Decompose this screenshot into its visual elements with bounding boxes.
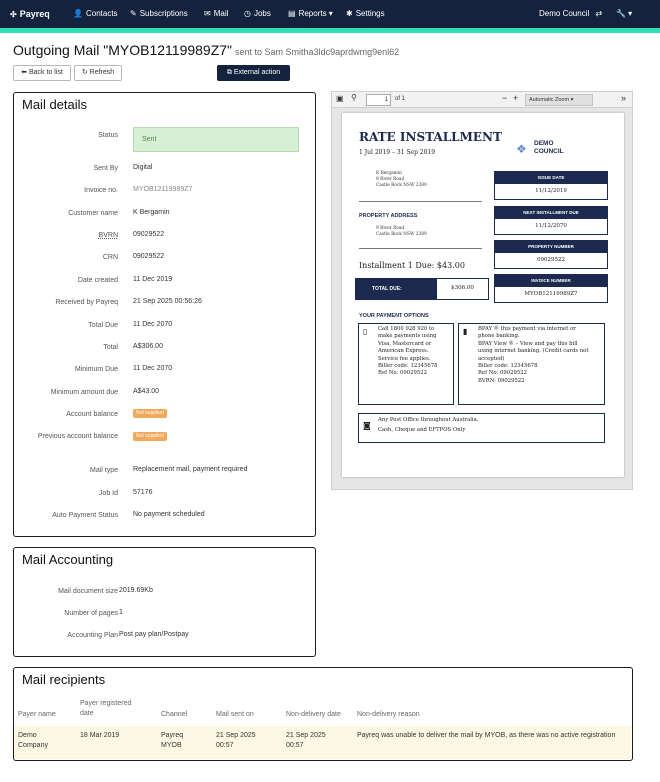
detail-label: Minimum amount due bbox=[50, 389, 118, 396]
page-count: of 1 bbox=[395, 96, 406, 102]
gear-icon: ✱ bbox=[346, 9, 353, 18]
column-header: Payer registered date bbox=[80, 700, 132, 717]
recipient-payer-name: Demo Company bbox=[18, 732, 48, 749]
user-icon: 👤 bbox=[73, 9, 83, 18]
detail-value: 11 Dec 2070 bbox=[133, 365, 173, 372]
detail-label: Invoice no. bbox=[84, 187, 118, 194]
detail-value: 21 Sep 2025 00:56:26 bbox=[133, 298, 202, 305]
zoom-in-icon[interactable]: + bbox=[513, 93, 519, 103]
nav-contacts[interactable]: 👤 Contacts bbox=[73, 0, 118, 28]
column-header: Non-delivery reason bbox=[357, 711, 420, 718]
bpay-payment-text: BPAY ® this payment via internet or phone banking. BPAY View ® – View and pay this bill using internet banking. (Credit cards not accepted) Biller code: 12345678 Ref No: 09029522 BVRN: 09029522 bbox=[478, 326, 589, 384]
pencil-icon: ✎ bbox=[130, 9, 137, 18]
nav-reports[interactable]: ▤ Reports ▾ bbox=[288, 0, 333, 28]
property-address: 9 River Road Castle Rock NSW 2389 bbox=[376, 226, 427, 237]
detail-label: Sent By bbox=[93, 165, 118, 172]
logo-text-2: COUNCIL bbox=[534, 148, 564, 155]
pdf-toolbar bbox=[332, 92, 632, 108]
detail-label: Total Due bbox=[88, 322, 118, 329]
nav-mail[interactable]: ✉ Mail bbox=[204, 0, 228, 28]
divider bbox=[359, 248, 482, 249]
issue-date-value: 11/12/2019 bbox=[535, 188, 567, 194]
pdf-viewer[interactable] bbox=[331, 91, 633, 490]
page-title-text: Outgoing Mail "MYOB12119989Z7" bbox=[13, 42, 233, 58]
mail-accounting-title: Mail Accounting bbox=[22, 552, 114, 567]
detail-label: Received by Payreq bbox=[55, 299, 118, 306]
detail-label: Auto Payment Status bbox=[52, 512, 118, 519]
detail-label: CRN bbox=[102, 254, 118, 261]
envelope-icon: ✉ bbox=[204, 9, 211, 18]
brand-logo[interactable] bbox=[10, 0, 50, 28]
page-title bbox=[13, 42, 399, 58]
post-office-box bbox=[358, 413, 605, 443]
zoom-select[interactable]: Automatic Zoom ▾ bbox=[525, 94, 593, 106]
recipient-registered-date: 18 Mar 2019 bbox=[80, 732, 120, 739]
accounting-value: 2019.69Kb bbox=[119, 587, 153, 594]
search-icon[interactable]: ⚲ bbox=[351, 93, 357, 102]
phone-icon: ▯ bbox=[363, 327, 368, 336]
accounting-label: Mail document size bbox=[58, 588, 118, 595]
detail-value: Digital bbox=[133, 164, 153, 171]
detail-value: No payment scheduled bbox=[133, 511, 205, 518]
report-icon: ▤ bbox=[288, 9, 296, 18]
recipient-sent-on: 21 Sep 2025 00:57 bbox=[216, 732, 256, 749]
property-address-label: PROPERTY ADDRESS bbox=[359, 213, 418, 219]
zoom-out-icon[interactable]: − bbox=[502, 93, 508, 103]
recipient-non-delivery-date: 21 Sep 2025 00:57 bbox=[286, 732, 326, 749]
not-supplied-badge: Not supplied bbox=[133, 409, 167, 418]
detail-value: 57176 bbox=[133, 489, 153, 496]
external-action-button[interactable]: ⧉ External action bbox=[217, 65, 290, 81]
nav-settings[interactable]: ✱ Settings bbox=[346, 0, 385, 28]
logo-emblem-icon: ❖ bbox=[516, 142, 527, 156]
detail-value: K Bergamin bbox=[133, 209, 170, 216]
pdf-page bbox=[342, 113, 624, 477]
detail-value: Replacement mail, payment required bbox=[133, 466, 248, 473]
next-due-box bbox=[494, 206, 608, 235]
top-navbar bbox=[0, 0, 660, 28]
detail-label: BVRN bbox=[98, 232, 118, 239]
doc-period: 1 Jul 2019 – 31 Sep 2019 bbox=[359, 149, 436, 156]
accounting-label: Number of pages bbox=[64, 610, 118, 617]
wrench-icon: 🔧 ▾ bbox=[616, 9, 633, 18]
mail-accounting-panel bbox=[13, 547, 316, 657]
accounting-label: Accounting Plan bbox=[67, 632, 118, 639]
column-header: Channel bbox=[161, 711, 188, 718]
bpay-icon: ▮ bbox=[463, 327, 468, 336]
back-to-list-button[interactable]: ⬅ Back to list bbox=[13, 65, 71, 81]
recipient-non-delivery-reason: Payreq was unable to deliver the mail by MYOB, as there was no active registration bbox=[357, 732, 616, 739]
property-number-value: 09029522 bbox=[537, 257, 565, 263]
detail-value: 11 Dec 2019 bbox=[133, 276, 173, 283]
installment-due: Installment 1 Due: $43.00 bbox=[359, 261, 465, 270]
account-name: Demo Council bbox=[539, 9, 590, 18]
detail-label: Customer name bbox=[68, 210, 118, 217]
phone-payment-text: Call 1800 928 920 to make payments using Visa, Mastercard or American Express. Service fee applies. Biller code: 12345678 Ref No: 09029522 bbox=[378, 326, 438, 377]
total-due-box bbox=[355, 278, 489, 300]
page-subtitle: sent to Sam Smitha3ldc9aprdwmg9enl62 bbox=[235, 47, 400, 57]
nav-jobs[interactable]: ◷ Jobs bbox=[244, 0, 271, 28]
payreq-logo-icon: ✣ bbox=[10, 10, 17, 19]
nav-accent-bar bbox=[0, 28, 660, 33]
accounting-value: 1 bbox=[119, 609, 123, 616]
post-office-icon: ◙ bbox=[363, 421, 371, 430]
payment-options-label: YOUR PAYMENT OPTIONS bbox=[359, 313, 429, 319]
detail-label: Mail type bbox=[89, 467, 118, 474]
detail-value: 09029522 bbox=[133, 253, 165, 260]
nav-subscriptions[interactable]: ✎ Subscriptions bbox=[130, 0, 188, 28]
mail-recipients-title: Mail recipients bbox=[22, 672, 106, 687]
account-balance-value bbox=[133, 409, 167, 418]
property-number-label: PROPERTY NUMBER bbox=[495, 241, 607, 253]
issue-date-label: ISSUE DATE bbox=[495, 172, 607, 184]
recipient-address: K Bergamin 9 River Road Castle Rock NSW 2389 bbox=[376, 171, 427, 188]
column-header: Non-delivery date bbox=[286, 711, 341, 718]
brand-name: Payreq bbox=[19, 9, 50, 19]
accounting-value: Post pay plan/Postpay bbox=[119, 631, 189, 638]
next-due-value: 11/12/2070 bbox=[535, 223, 567, 229]
doc-title: RATE INSTALLMENT bbox=[359, 130, 502, 144]
invoice-number-label: INVOICE NUMBER bbox=[495, 275, 607, 287]
invoice-number-box bbox=[494, 274, 608, 303]
detail-label: Job Id bbox=[98, 490, 118, 497]
detail-label: Date created bbox=[77, 277, 118, 284]
sidebar-toggle-icon[interactable]: ▣ bbox=[336, 94, 344, 103]
phone-payment-box bbox=[358, 323, 454, 405]
property-number-box bbox=[494, 240, 608, 269]
detail-label: Total bbox=[103, 344, 118, 351]
invoice-number-value: MYOB12119989Z7 bbox=[524, 291, 578, 297]
previous-balance-label: Previous account balance bbox=[37, 433, 118, 440]
detail-value: MYOB12119989Z7 bbox=[133, 186, 193, 193]
detail-label: Minimum Due bbox=[74, 366, 118, 373]
page-number-input[interactable]: 1 bbox=[366, 94, 391, 106]
divider bbox=[359, 201, 482, 202]
post-office-text: Any Post Office throughout Australia. Cash, Cheque and EFTPOS Only bbox=[378, 417, 479, 434]
issue-date-box bbox=[494, 171, 608, 200]
total-due-label: TOTAL DUE: bbox=[356, 279, 437, 299]
account-switcher[interactable] bbox=[539, 0, 602, 28]
account-balance-label: Account balance bbox=[66, 411, 118, 418]
not-supplied-badge: Not supplied bbox=[133, 432, 167, 441]
previous-balance-value bbox=[133, 432, 167, 441]
refresh-button[interactable]: ↻ Refresh bbox=[74, 65, 122, 81]
column-header: Mail sent on bbox=[216, 711, 254, 718]
logo-text-1: DEMO bbox=[534, 140, 554, 147]
recipient-channel: Payreq MYOB bbox=[161, 732, 184, 749]
mail-details-title: Mail details bbox=[22, 97, 88, 112]
switch-icon: ⇄ bbox=[595, 9, 603, 18]
detail-value: A$43.00 bbox=[133, 388, 160, 395]
council-logo bbox=[516, 139, 586, 159]
detail-value: A$306.00 bbox=[133, 343, 163, 350]
status-label: Status bbox=[98, 132, 118, 139]
detail-value: 11 Dec 2070 bbox=[133, 321, 173, 328]
clock-icon: ◷ bbox=[244, 9, 251, 18]
more-tools-icon[interactable]: » bbox=[621, 93, 627, 103]
column-header: Payer name bbox=[18, 711, 56, 718]
mail-details-panel bbox=[13, 92, 316, 537]
detail-value: 09029522 bbox=[133, 231, 165, 238]
tools-menu[interactable] bbox=[616, 0, 632, 28]
total-due-value: $306.00 bbox=[451, 285, 474, 291]
status-value: Sent bbox=[133, 127, 299, 152]
bpay-payment-box bbox=[458, 323, 605, 405]
next-due-label: NEXT INSTALLMENT DUE bbox=[495, 207, 607, 219]
